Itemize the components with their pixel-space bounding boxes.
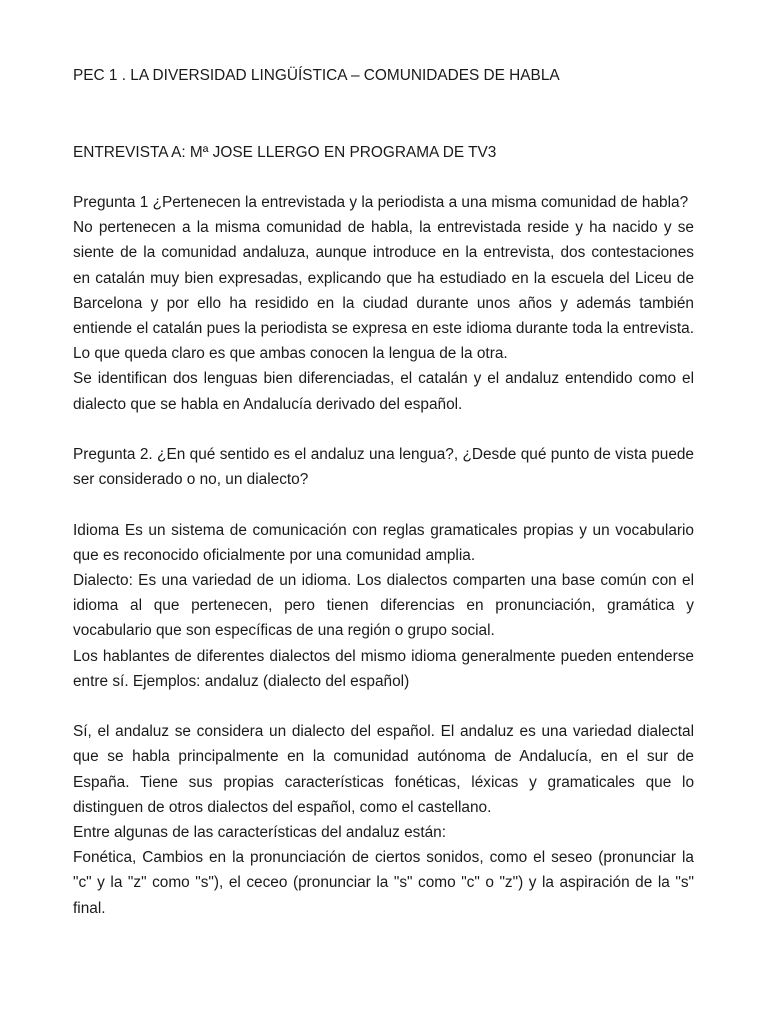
paragraph-languages: Se identifican dos lenguas bien diferenciadas, el catalán y el andaluz entendido como el dialecto que se habla en Andalucía derivado del español.	[73, 370, 694, 413]
paragraph-spacer	[73, 417, 694, 442]
paragraph-dialecto: Dialecto: Es una variedad de un idioma. Los dialectos comparten una base común con el idioma al que pertenecen, pero tienen diferencias en pronunciación, gramática y vocabulario que son específicas de una región o grupo social.	[73, 572, 694, 640]
paragraph-idioma: Idioma Es un sistema de comunicación con reglas gramaticales propias y un vocabulario que es reconocido oficialmente por una comunidad amplia.	[73, 521, 694, 564]
paragraph-question-2: Pregunta 2. ¿En qué sentido es el andaluz una lengua?, ¿Desde qué punto de vista puede ser considerado o no, un dialecto?	[73, 446, 694, 489]
paragraph-fonetica: Fonética, Cambios en la pronunciación de ciertos sonidos, como el seseo (pronunciar la "c" y la "z" como "s"), el ceceo (pronunciar la "s" como "c" o "z") y la aspiración de la "s" final.	[73, 849, 694, 917]
document-body	[73, 190, 694, 921]
paragraph-answer-1: No pertenecen a la misma comunidad de habla, la entrevistada reside y ha nacido y se siente de la comunidad andaluza, aunque introduce en la entrevista, dos contestaciones en catalán muy bien expresadas, explicando que ha estudiado en la escuela del Liceu de Barcelona y por ello ha residido en la ciudad durante unos años y además también entiende el catalán pues la periodista se expresa en este idioma durante toda la entrevista. Lo que queda claro es que ambas conocen la lengua de la otra.	[73, 219, 694, 363]
paragraph-caracteristicas: Entre algunas de las características del andaluz están:	[73, 824, 447, 842]
document-subtitle: ENTREVISTA A: Mª JOSE LLERGO EN PROGRAMA DE TV3	[73, 144, 497, 161]
paragraph-hablantes: Los hablantes de diferentes dialectos del mismo idioma generalmente pueden entenderse entre sí. Ejemplos: andaluz (dialecto del español)	[73, 647, 694, 690]
paragraph-spacer	[73, 694, 694, 719]
paragraph-andaluz: Sí, el andaluz se considera un dialecto del español. El andaluz es una variedad dialectal que se habla principalmente en la comunidad autónoma de Andalucía, en el sur de España. Tiene sus propias características fonéticas, léxicas y gramaticales que lo distinguen de otros dialectos del español, como el castellano.	[73, 723, 694, 816]
document-title: PEC 1 . LA DIVERSIDAD LINGÜÍSTICA – COMUNIDADES DE HABLA	[73, 67, 560, 84]
paragraph-question-1: Pregunta 1 ¿Pertenecen la entrevistada y la periodista a una misma comunidad de habla?	[73, 194, 689, 211]
paragraph-spacer	[73, 492, 694, 517]
